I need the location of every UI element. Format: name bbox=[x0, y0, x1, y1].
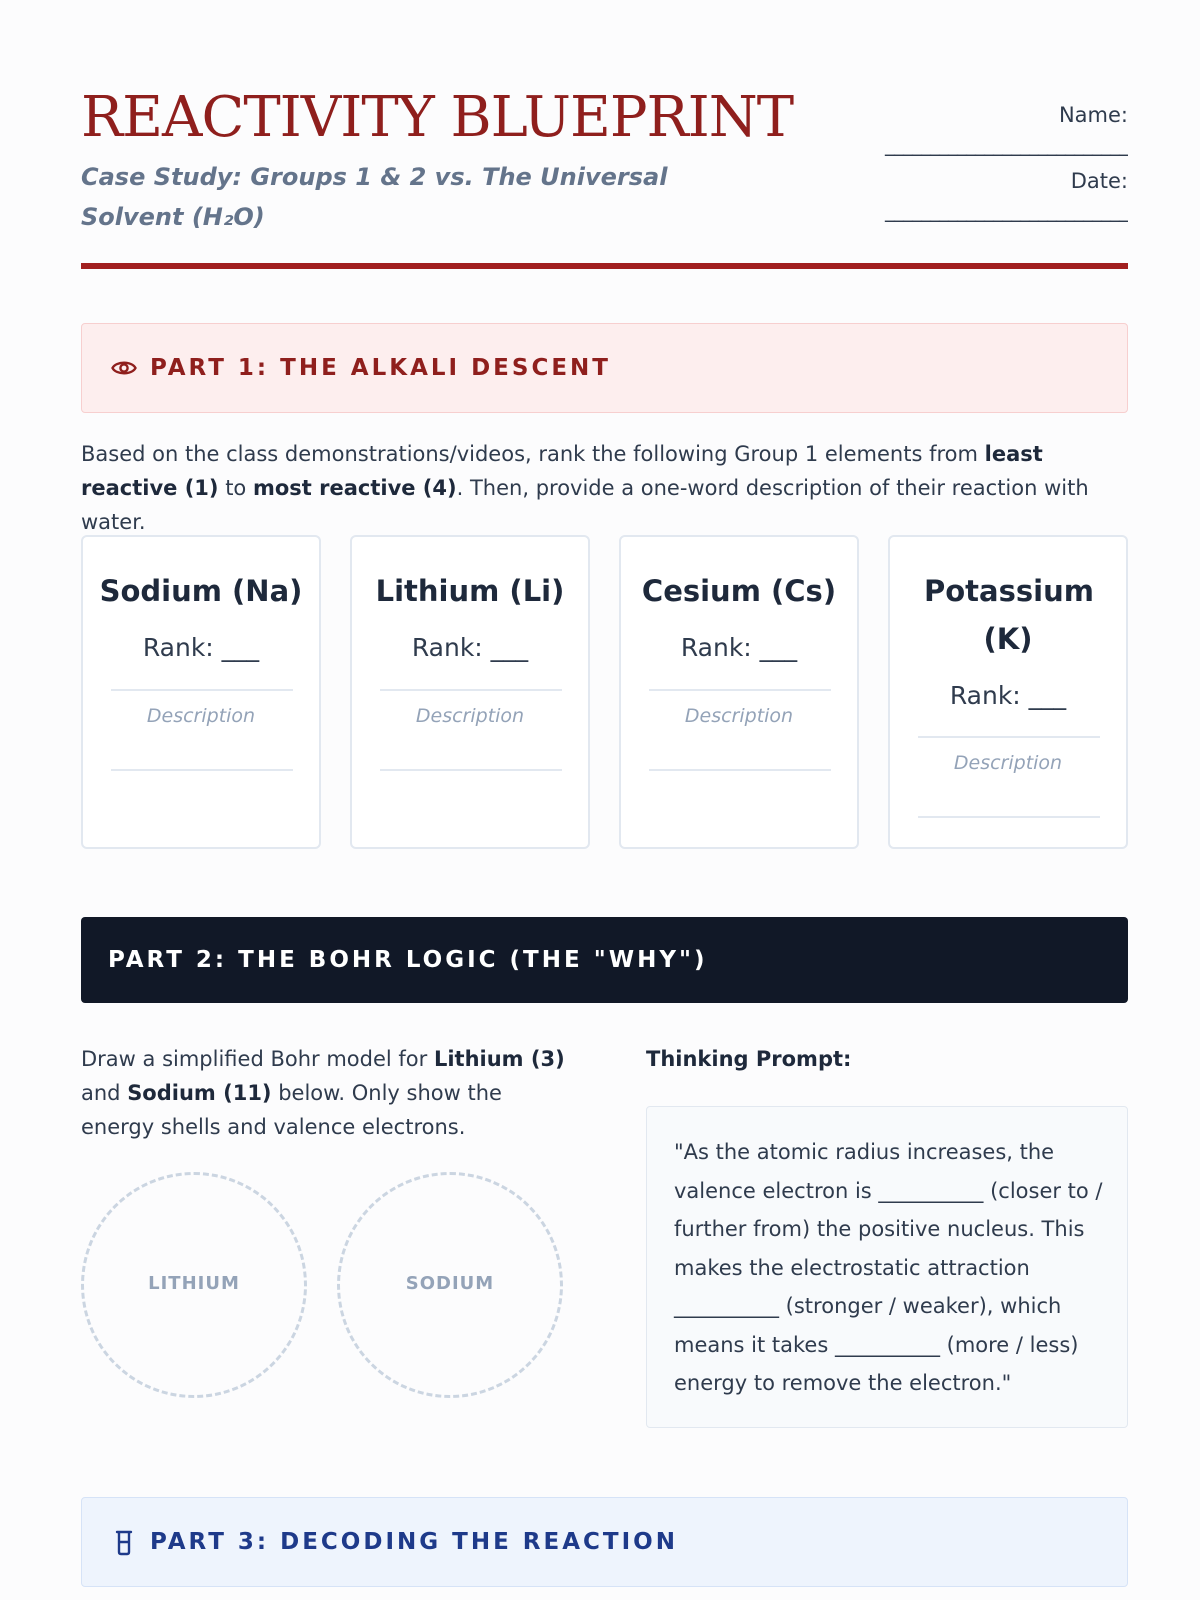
description-line bbox=[380, 769, 562, 771]
description-placeholder[interactable]: Description bbox=[415, 705, 525, 727]
page-title: REACTIVITY BLUEPRINT bbox=[81, 85, 794, 150]
sodium-drawing-area[interactable] bbox=[337, 1172, 563, 1398]
beaker-icon bbox=[114, 1530, 134, 1556]
rank-field[interactable]: Rank: ___ bbox=[949, 681, 1067, 710]
sodium-label: SODIUM bbox=[405, 1273, 495, 1294]
card-divider bbox=[380, 689, 562, 691]
worksheet-header bbox=[81, 85, 1128, 270]
student-fields bbox=[808, 101, 1128, 233]
thinking-prompt-title: Thinking Prompt: bbox=[646, 1047, 852, 1071]
description-placeholder[interactable]: Description bbox=[146, 705, 256, 727]
header-divider bbox=[81, 263, 1128, 269]
element-name: Cesium (Cs) bbox=[641, 574, 837, 608]
eye-icon bbox=[111, 357, 137, 379]
part2-instructions: Draw a simplified Bohr model for Lithium (3) and Sodium (11) below. Only show the energy shells and valence electrons. bbox=[81, 1047, 565, 1139]
part1-banner bbox=[81, 323, 1128, 413]
part1-title: PART 1: THE ALKALI DESCENT bbox=[150, 355, 611, 381]
part3-banner bbox=[81, 1497, 1128, 1587]
page-subtitle: Case Study: Groups 1 & 2 vs. The Universal Solvent (H₂O) bbox=[81, 163, 668, 231]
rank-field[interactable]: Rank: ___ bbox=[142, 633, 260, 662]
element-card-sodium bbox=[81, 535, 321, 849]
element-card-lithium bbox=[350, 535, 590, 849]
date-label: Date: bbox=[1070, 169, 1128, 193]
date-field[interactable]: ___________________________ bbox=[885, 198, 1128, 222]
description-placeholder[interactable]: Description bbox=[953, 752, 1063, 774]
part2-title: PART 2: THE BOHR LOGIC (THE "WHY") bbox=[108, 947, 708, 973]
part2-banner bbox=[81, 917, 1128, 1003]
name-field[interactable]: ___________________________ bbox=[885, 132, 1128, 156]
rank-field[interactable]: Rank: ___ bbox=[680, 633, 798, 662]
thinking-prompt-box: "As the atomic radius increases, the valence electron is __________ (closer to / further from) the positive nucleus. This makes the electrostatic attraction __________ (stronger / weaker), which means it takes __________ (more / less) energy to remove the electron." bbox=[646, 1106, 1128, 1428]
rank-field[interactable]: Rank: ___ bbox=[411, 633, 529, 662]
description-line bbox=[649, 769, 831, 771]
card-divider bbox=[649, 689, 831, 691]
element-name: Sodium (Na) bbox=[99, 574, 303, 608]
description-line bbox=[111, 769, 293, 771]
card-divider bbox=[918, 736, 1100, 738]
element-card-potassium bbox=[888, 535, 1128, 849]
lithium-drawing-area[interactable] bbox=[81, 1172, 307, 1398]
part3-title: PART 3: DECODING THE REACTION bbox=[150, 1529, 678, 1555]
card-divider bbox=[111, 689, 293, 691]
description-line bbox=[918, 816, 1100, 818]
part1-instructions: Based on the class demonstrations/videos, rank the following Group 1 elements from least reactive (1) to most reactive (4). Then, provide a one-word description of their reaction with water. bbox=[81, 442, 1089, 534]
element-card-cesium bbox=[619, 535, 859, 849]
description-placeholder[interactable]: Description bbox=[684, 705, 794, 727]
element-name: Lithium (Li) bbox=[375, 574, 565, 608]
name-label: Name: bbox=[1058, 103, 1128, 127]
lithium-label: LITHIUM bbox=[148, 1273, 240, 1294]
element-name: Potassium (K) bbox=[924, 574, 1094, 656]
